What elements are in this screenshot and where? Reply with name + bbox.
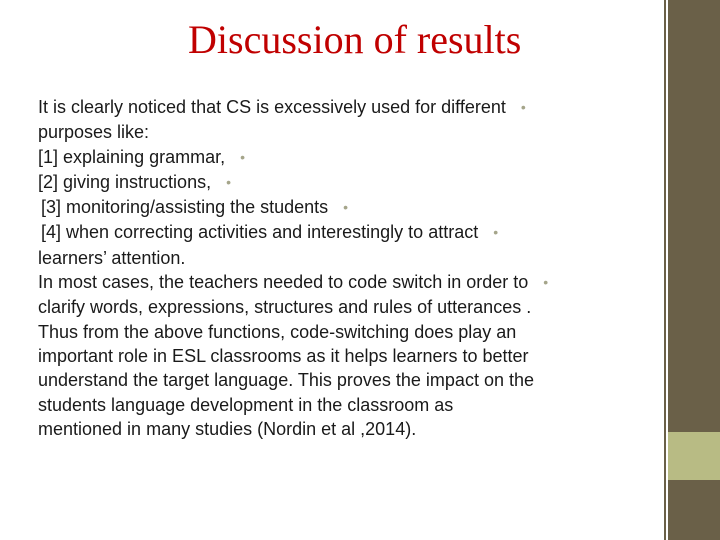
bullet-icon: •: [343, 199, 349, 216]
body-line: [38, 344, 638, 368]
body-line-text: purposes like:: [38, 122, 150, 143]
sidebar-divider: [664, 0, 666, 540]
body-line-text: mentioned in many studies (Nordin et al ,2014).: [38, 418, 417, 439]
body-line: [38, 170, 638, 195]
body-line-text: students language development in the classroom as: [38, 394, 454, 415]
sidebar-upper-block: [668, 0, 720, 432]
body-line: [38, 295, 638, 319]
body-line-text: Thus from the above functions, code-switching does play an: [38, 321, 517, 342]
body-line-text: [1] explaining grammar,: [38, 146, 226, 167]
slide-title: Discussion of results: [188, 17, 522, 62]
body-line: [38, 368, 638, 392]
sidebar-lower-block: [668, 480, 720, 540]
sidebar-accent-block: [668, 432, 720, 480]
body-line-text: clarify words, expressions, structures and rules of utterances .: [38, 297, 532, 318]
body-line-text: important role in ESL classrooms as it helps learners to better: [38, 345, 529, 366]
bullet-icon: •: [226, 173, 231, 190]
body-line: [38, 270, 638, 295]
body-line-text: It is clearly noticed that CS is excessively used for different: [38, 97, 506, 117]
bullet-icon: •: [520, 99, 526, 115]
body-line-text: understand the target language. This proves the impact on the: [38, 370, 534, 391]
body-line: [38, 246, 638, 270]
body-line-text: learners’ attention.: [38, 247, 186, 268]
body-line: [38, 393, 638, 417]
body-line-text: [3] monitoring/assisting the students: [41, 197, 329, 218]
body-line-text: [2] giving instructions,: [38, 171, 212, 192]
bullet-icon: •: [240, 148, 245, 165]
body-line-text: In most cases, the teachers needed to code switch in order to: [38, 272, 529, 293]
body-line: [38, 417, 638, 441]
body-line: [38, 220, 638, 245]
body-line: [38, 120, 638, 144]
slide-body: [38, 95, 638, 441]
body-line: [38, 145, 638, 170]
body-line-text: [4] when correcting activities and interestingly to attract: [41, 222, 479, 243]
body-line: [38, 320, 638, 344]
bullet-icon: •: [543, 274, 549, 291]
body-line: [38, 195, 638, 220]
bullet-icon: •: [493, 224, 499, 241]
body-line: [38, 95, 638, 120]
